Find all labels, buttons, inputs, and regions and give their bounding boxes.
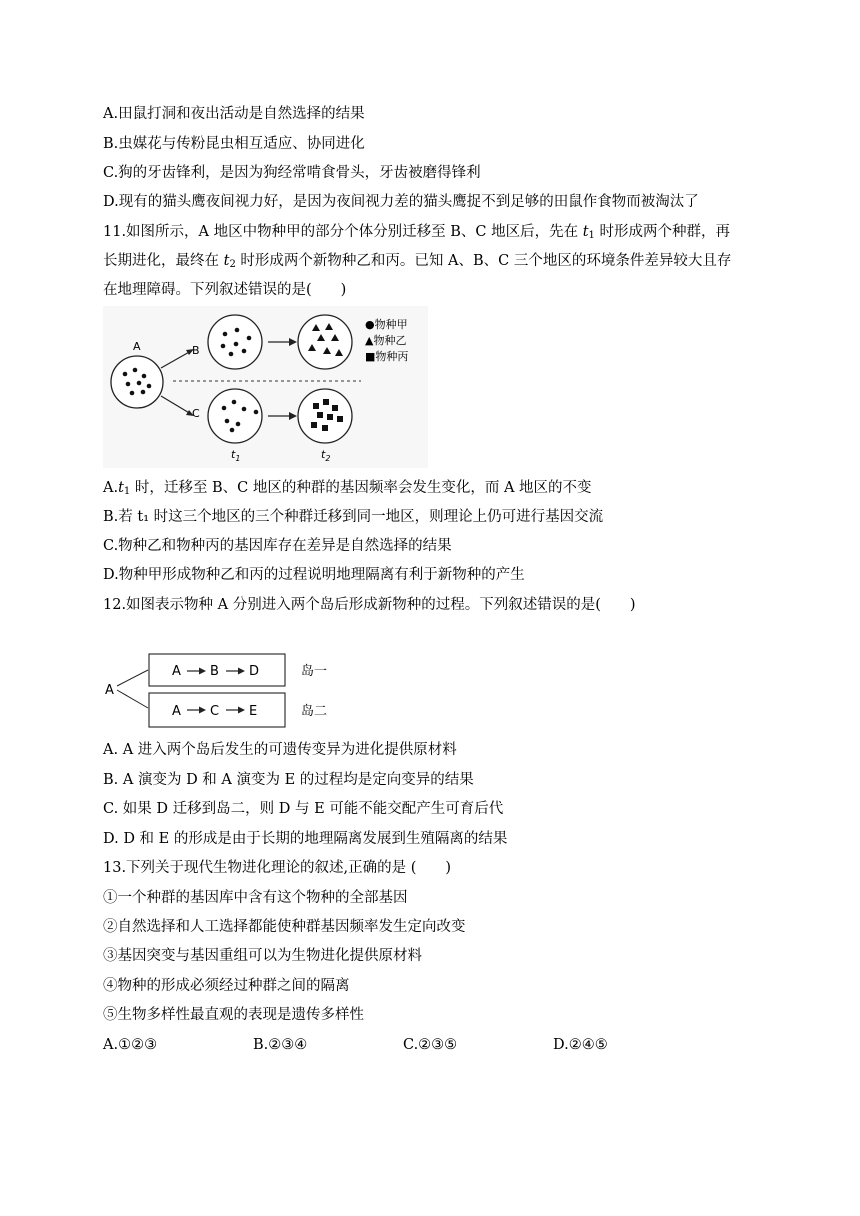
island2-label: 岛二 — [301, 704, 328, 719]
q12-option-d: D. D 和 E 的形成是由于长期的地理隔离发展到生殖隔离的结果 — [103, 831, 508, 847]
q13-option-a: A.①②③ — [103, 1037, 158, 1053]
q11-option-a: $A.t_1$ 时，迁移至 B、C 地区的种群的基因频率会发生变化，而 A 地区的不变 — [103, 480, 592, 497]
q10-option-c: C.狗的牙齿锋利，是因为狗经常啃食骨头，牙齿被磨得锋利 — [103, 165, 481, 181]
q12-option-c: C. 如果 D 迁移到岛二，则 D 与 E 可能不能交配产生可育后代 — [103, 801, 504, 817]
region-c-t1-circle — [208, 389, 262, 443]
island2-species-1: A — [172, 704, 181, 719]
q12-island-figure — [103, 648, 343, 732]
island1-species-3: D — [249, 664, 260, 679]
q13-statement-3: ③基因突变与基因重组可以为生物进化提供原材料 — [103, 948, 422, 964]
island1-species-1: A — [172, 664, 181, 679]
island2-species-3: E — [249, 704, 258, 719]
arrow-a-c — [199, 707, 206, 714]
region-b-label: B — [192, 344, 200, 357]
arrow-to-island2 — [117, 690, 148, 708]
region-c-label: C — [192, 407, 200, 420]
q11-option-b: B.若 t₁ 时这三个地区的三个种群迁移到同一地区，则理论上仍可进行基因交流 — [103, 509, 604, 525]
q13-option-c: C.②③⑤ — [403, 1037, 458, 1053]
q11-option-d: D.物种甲形成物种乙和丙的过程说明地理隔离有利于新物种的产生 — [103, 567, 525, 583]
region-a-label: A — [133, 340, 141, 353]
legend-species-bing: ■物种丙 — [365, 350, 409, 363]
region-b-t2-circle — [298, 315, 352, 369]
time-t2-label: $t_2$ — [321, 448, 331, 463]
island2-species-2: C — [210, 704, 220, 719]
q13-option-b: B.②③④ — [253, 1037, 308, 1053]
q12-stem: 12.如图表示物种 A 分别进入两个岛后形成新物种的过程。下列叙述错误的是( ) — [103, 597, 636, 613]
q10-option-d: D.现有的猫头鹰夜间视力好，是因为夜间视力差的猫头鹰捉不到足够的田鼠作食物而被淘汰了 — [103, 194, 699, 210]
region-c-t2-circle — [298, 389, 352, 443]
q11-option-c: C.物种乙和物种丙的基因库存在差异是自然选择的结果 — [103, 538, 452, 554]
q11-stem-line1: 11.如图所示，A 地区中物种甲的部分个体分别迁移至 B、C 地区后，先在 $t_1$ 时形成两个种群，再 — [103, 224, 731, 241]
arrow-a-b — [199, 668, 206, 675]
q13-statement-2: ②自然选择和人工选择都能使种群基因频率发生定向改变 — [103, 919, 466, 935]
source-species-label: A — [105, 683, 114, 698]
q10-option-a: A.田鼠打洞和夜出活动是自然选择的结果 — [103, 106, 365, 122]
q12-option-a: A. A 进入两个岛后发生的可遗传变异为进化提供原材料 — [103, 742, 457, 758]
arrow-to-island1 — [117, 670, 148, 686]
q13-option-d: D.②④⑤ — [553, 1037, 608, 1053]
q13-statement-5: ⑤生物多样性最直观的表现是遗传多样性 — [103, 1007, 364, 1023]
legend-species-jia: ●物种甲 — [365, 318, 408, 331]
legend-species-yi: ▲物种乙 — [365, 334, 407, 347]
q13-stem: 13.下列关于现代生物进化理论的叙述,正确的是 ( ) — [103, 860, 452, 876]
q12-option-b: B. A 演变为 D 和 A 演变为 E 的过程均是定向变异的结果 — [103, 772, 474, 788]
arrow-b-d — [238, 668, 245, 675]
island1-label: 岛一 — [301, 664, 328, 679]
time-t1-label: $t_1$ — [231, 448, 241, 463]
q13-statement-4: ④物种的形成必须经过种群之间的隔离 — [103, 978, 350, 994]
q13-statement-1: ①一个种群的基因库中含有这个物种的全部基因 — [103, 890, 408, 906]
q11-stem-line3: 在地理障碍。下列叙述错误的是( ) — [103, 282, 347, 298]
island1-species-2: B — [210, 664, 219, 679]
q11-speciation-figure — [103, 306, 428, 468]
q10-option-b: B.虫媒花与传粉昆虫相互适应、协同进化 — [103, 136, 365, 152]
q11-stem-line2: 长期进化，最终在 $t_2$ 时形成两个新物种乙和丙。已知 A、B、C 三个地区的环境条件差异较大且存 — [103, 253, 732, 270]
arrow-c-e — [238, 707, 245, 714]
